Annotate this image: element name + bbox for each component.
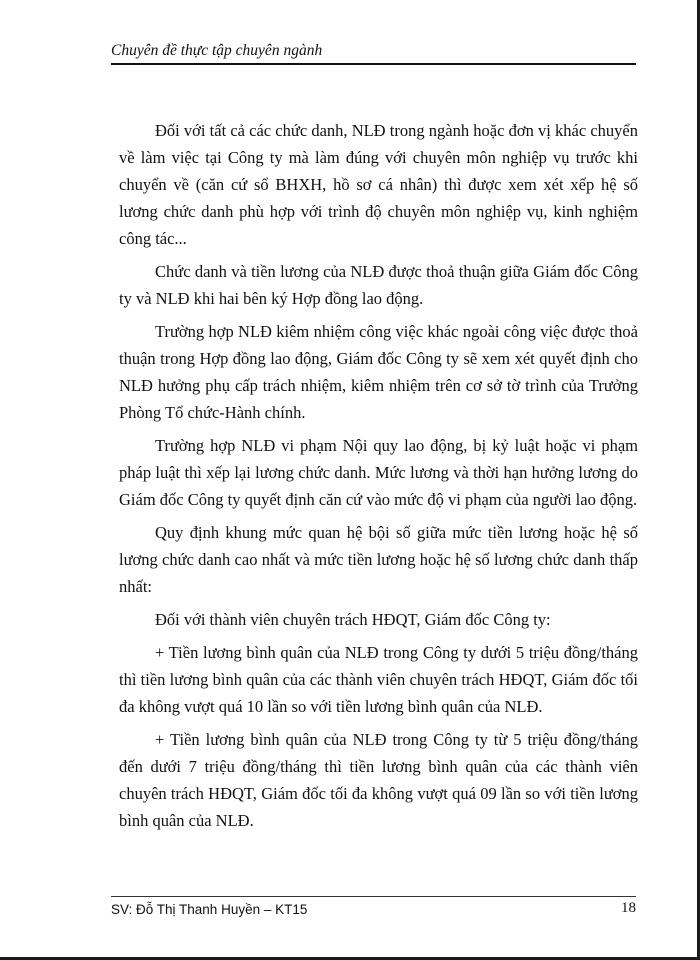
- paragraph: Đối với thành viên chuyên trách HĐQT, Giám đốc Công ty:: [155, 610, 551, 629]
- running-header: Chuyên đề thực tập chuyên ngành: [111, 42, 323, 59]
- header-rule: [111, 63, 636, 65]
- paragraph: + Tiền lương bình quân của NLĐ trong Công ty từ 5 triệu đồng/tháng đến dưới 7 triệu đồng/tháng thì tiền lương bình quân của các thành viên chuyên trách HĐQT, Giám đốc tối đa không vượt quá 09 lần so với tiền lương bình quân của NLĐ.: [119, 730, 638, 830]
- paragraph: Trường hợp NLĐ vi phạm Nội quy lao động, bị kỷ luật hoặc vi phạm pháp luật thì xếp lại lương chức danh. Mức lương và thời hạn hưởng lương do Giám đốc Công ty quyết định căn cứ vào mức độ vi phạm của người lao động.: [119, 436, 638, 509]
- body-text: [119, 111, 638, 840]
- paragraph: Đối với tất cả các chức danh, NLĐ trong ngành hoặc đơn vị khác chuyển về làm việc tại Công ty mà làm đúng với chuyên môn nghiệp vụ trước khi chuyển về (căn cứ sổ BHXH, hồ sơ cá nhân) thì được xem xét xếp hệ số lương chức danh phù hợp với trình độ chuyên môn nghiệp vụ, kinh nghiệm công tác...: [119, 121, 638, 248]
- paragraph: + Tiền lương bình quân của NLĐ trong Công ty dưới 5 triệu đồng/tháng thì tiền lương bình quân của các thành viên chuyên trách HĐQT, Giám đốc tối đa không vượt quá 10 lần so với tiền lương bình quân của NLĐ.: [119, 643, 638, 716]
- paragraph: Quy định khung mức quan hệ bội số giữa mức tiền lương hoặc hệ số lương chức danh cao nhất và mức tiền lương hoặc hệ số lương chức danh thấp nhất:: [119, 523, 638, 596]
- paragraph: Trường hợp NLĐ kiêm nhiệm công việc khác ngoài công việc được thoả thuận trong Hợp đồng lao động, Giám đốc Công ty sẽ xem xét quyết định cho NLĐ hưởng phụ cấp trách nhiệm, kiêm nhiệm trên cơ sở tờ trình của Trưởng Phòng Tổ chức-Hành chính.: [119, 322, 638, 422]
- page-number: 18: [621, 900, 636, 916]
- footer-rule: [111, 896, 636, 897]
- footer-author: SV: Đỗ Thị Thanh Huyền – KT15: [111, 902, 308, 917]
- paragraph: Chức danh và tiền lương của NLĐ được thoả thuận giữa Giám đốc Công ty và NLĐ khi hai bên ký Hợp đồng lao động.: [119, 262, 638, 308]
